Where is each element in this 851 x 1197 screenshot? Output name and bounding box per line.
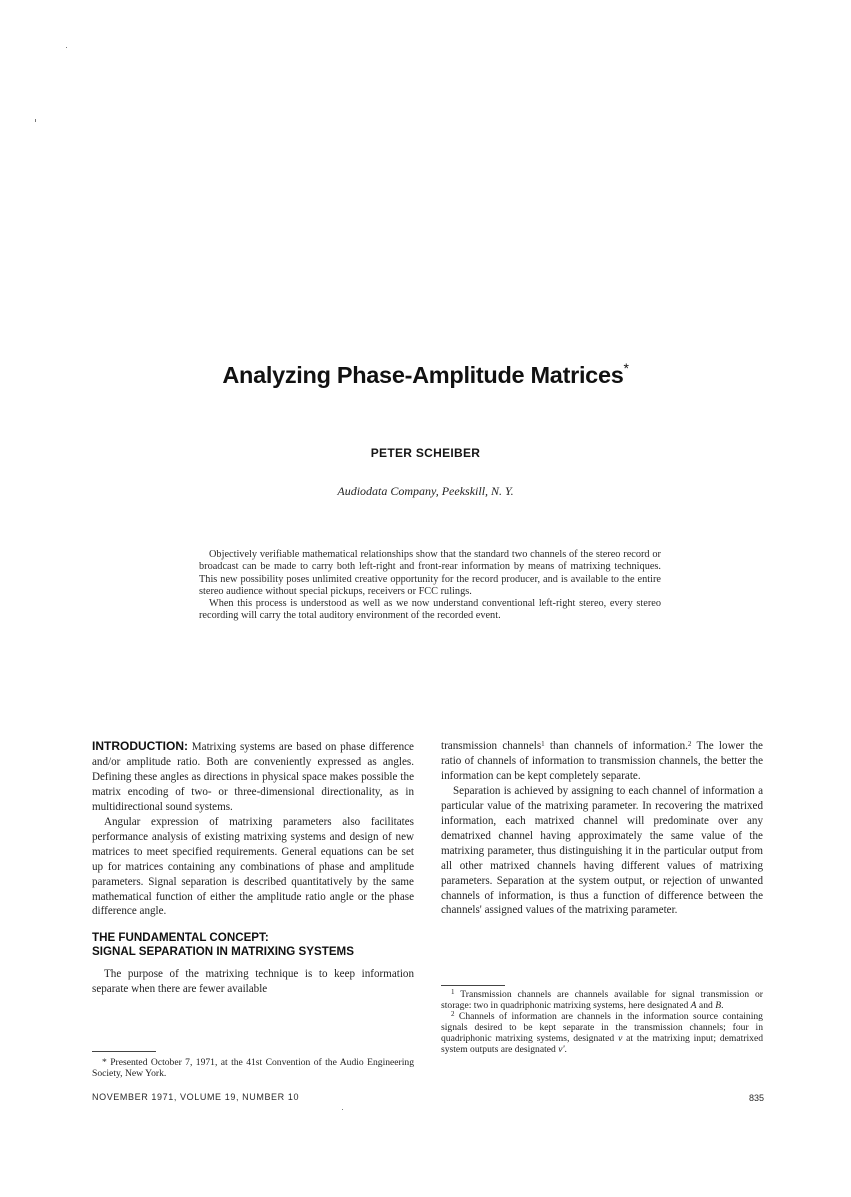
footnote-text: at the matrixing input; dematrixed system outputs are designated xyxy=(441,1033,764,1055)
intro-paragraph xyxy=(92,739,414,815)
footnote-symbol: v xyxy=(618,1033,623,1044)
page-title xyxy=(0,362,851,389)
body-paragraph: The purpose of the matrixing technique is to keep information separate when there are fewer available xyxy=(92,968,414,996)
footnote-symbol: A xyxy=(690,1000,697,1011)
body-text: transmission channels xyxy=(441,740,542,752)
footnote-text: * Presented October 7, 1971, at the 41st Convention of the Audio Engineering Society, New York. xyxy=(92,1057,414,1079)
author-name: PETER SCHEIBER xyxy=(370,446,481,460)
title-footnote-mark: * xyxy=(623,360,629,376)
footnote-presented xyxy=(92,1057,414,1079)
footnote-ref: 1 xyxy=(541,740,545,748)
footnote-symbol: B xyxy=(715,1000,722,1011)
body-paragraph xyxy=(441,739,763,784)
footnote-2 xyxy=(441,1011,763,1055)
body-text: than channels of information. xyxy=(544,740,688,752)
footnote-1 xyxy=(441,989,763,1011)
left-column xyxy=(92,739,414,997)
abstract-paragraph: Objectively verifiable mathematical relationships show that the standard two channels of the stereo record or broadcast can be made to carry both left-right and front-rear information by means of matrixing techniques. This new possibility poses unlimited creative opportunity for the record producer, and is available to the entire stereo audience without special pickups, receivers or FCC rulings. xyxy=(199,549,661,597)
abstract xyxy=(199,549,661,623)
footnote-ref: 2 xyxy=(687,740,692,748)
right-column xyxy=(441,739,763,918)
body-paragraph: Separation is achieved by assigning to each channel of information a particular value of the matrixing parameter. In recovering the matrixed information, each matrixed channel will predominate over any dematrixed channel having approximately the same value of the matrixing parameter, thus distinguishing it in the particular output from all other matrixed channels having different values of matrixing parameters. Separation at the system output, or rejection of unwanted channels of information, is thus a function of difference between the channels' assigned values of the matrixing parameter. xyxy=(441,784,763,917)
footnote-number: 2 xyxy=(451,1010,455,1018)
footnote-text: Channels of information are channels in the information source containing signals desired to be kept separate in the transmission channels; four in quadriphonic matrixing systems, designated xyxy=(441,1011,763,1044)
scan-speck xyxy=(35,119,36,122)
section-heading xyxy=(92,931,414,959)
affiliation: Audiodata Company, Peekskill, N. Y. xyxy=(337,484,514,498)
abstract-paragraph: When this process is understood as well as we now understand conventional left-right stereo, every stereo recording will carry the total auditory environment of the recorded event. xyxy=(199,598,661,622)
intro-text: Matrixing systems are based on phase difference and/or amplitude ratio. Both are conveniently expressed as angles. Defining these angles as directions in physical space makes possible the matrix encoding of two- or three-dimensional directionality, as in multidirectional sound systems. xyxy=(92,741,414,813)
section-heading-line: SIGNAL SEPARATION IN MATRIXING SYSTEMS xyxy=(92,945,354,959)
scan-speck xyxy=(66,47,67,48)
footnote-number: 1 xyxy=(451,988,455,996)
section-heading-line: THE FUNDAMENTAL CONCEPT: xyxy=(92,931,269,945)
footnote-symbol: v' xyxy=(558,1044,565,1055)
footnotes-right xyxy=(441,989,763,1055)
footnote-text: Transmission channels are channels available for signal transmission or storage: two in quadriphonic matrixing systems, here designated xyxy=(441,989,763,1011)
footnote-text: . xyxy=(721,1000,724,1011)
intro-heading: INTRODUCTION: xyxy=(92,739,188,753)
footnote-text: and xyxy=(696,1000,716,1011)
journal-issue-footer: NOVEMBER 1971, VOLUME 19, NUMBER 10 xyxy=(92,1092,300,1102)
footnote-divider xyxy=(441,985,505,986)
footnote-text: . xyxy=(564,1044,567,1055)
page-number: 835 xyxy=(748,1093,764,1103)
title-text: Analyzing Phase-Amplitude Matrices xyxy=(222,362,624,388)
body-paragraph: Angular expression of matrixing parameters also facilitates performance analysis of existing matrixing systems and design of new matrices to meet specified requirements. General equations can be set up for matrices containing any combinations of phase and amplitude parameters. Signal separation is described quantitatively by the same mathematical function of either the amplitude ratio angle or the phase difference angle. xyxy=(92,815,414,918)
scan-speck xyxy=(342,1109,343,1110)
footnote-divider xyxy=(92,1051,156,1052)
body-text: The lower the ratio of channels of information to transmission channels, the better the information can be kept completely separate. xyxy=(441,740,763,782)
